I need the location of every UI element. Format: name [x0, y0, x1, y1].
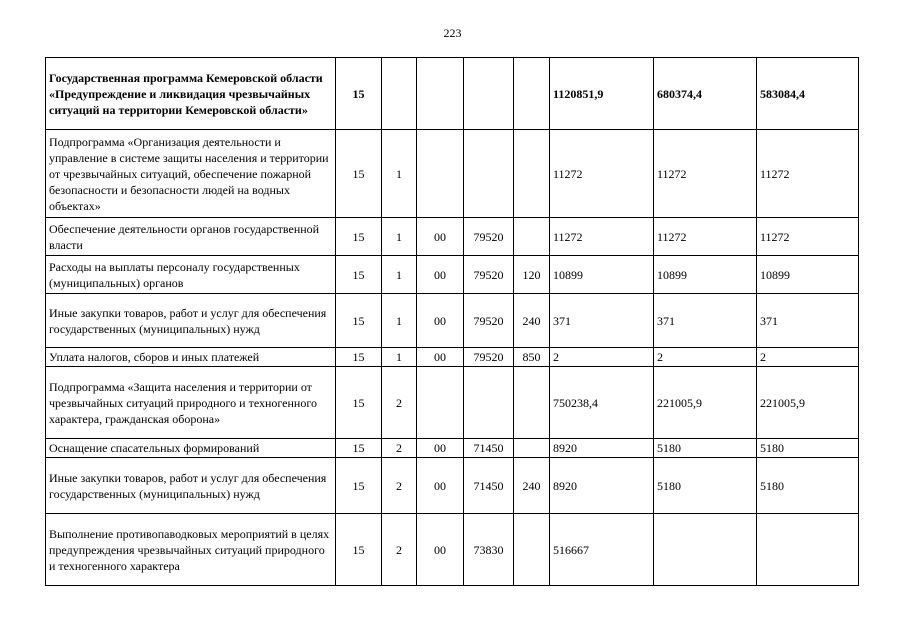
- amount-year-1: 11272: [550, 130, 654, 218]
- amount-year-2: 10899: [654, 256, 757, 294]
- subprogram-code: [382, 58, 417, 130]
- amount-year-1: 371: [550, 294, 654, 348]
- subprogram-code: 1: [382, 294, 417, 348]
- row-name: Обеспечение деятельности органов государственной власти: [46, 218, 336, 256]
- subprogram-code: 1: [382, 130, 417, 218]
- amount-year-1: 1120851,9: [550, 58, 654, 130]
- expense-code: [464, 130, 514, 218]
- amount-year-2: 5180: [654, 458, 757, 514]
- table-row: [46, 130, 859, 218]
- expense-type-code: 240: [514, 458, 550, 514]
- amount-year-3: 221005,9: [757, 367, 859, 439]
- row-name: Иные закупки товаров, работ и услуг для обеспечения государственных (муниципальных) нужд: [46, 294, 336, 348]
- subprogram-code: 2: [382, 458, 417, 514]
- amount-year-2: 11272: [654, 130, 757, 218]
- amount-year-1: 10899: [550, 256, 654, 294]
- direction-code: 00: [417, 218, 464, 256]
- expense-type-code: 240: [514, 294, 550, 348]
- program-code: 15: [336, 439, 382, 458]
- expense-code: 79520: [464, 348, 514, 367]
- program-code: 15: [336, 58, 382, 130]
- expense-code: 79520: [464, 294, 514, 348]
- amount-year-1: 8920: [550, 439, 654, 458]
- expense-type-code: [514, 58, 550, 130]
- amount-year-1: 2: [550, 348, 654, 367]
- amount-year-2: 371: [654, 294, 757, 348]
- amount-year-1: 750238,4: [550, 367, 654, 439]
- direction-code: 00: [417, 348, 464, 367]
- expense-code: 79520: [464, 218, 514, 256]
- table-row: [46, 439, 859, 458]
- amount-year-2: 11272: [654, 218, 757, 256]
- row-name: Подпрограмма «Организация деятельности и управление в системе защиты населения и территории от чрезвычайных ситуаций, обеспечение пожарной безопасности и безопасности людей на водных объектах»: [46, 130, 336, 218]
- expense-code: 73830: [464, 514, 514, 586]
- program-code: 15: [336, 294, 382, 348]
- row-name: Расходы на выплаты персоналу государственных (муниципальных) органов: [46, 256, 336, 294]
- expense-code: [464, 58, 514, 130]
- amount-year-2: 221005,9: [654, 367, 757, 439]
- direction-code: 00: [417, 256, 464, 294]
- expense-type-code: 120: [514, 256, 550, 294]
- row-name: Государственная программа Кемеровской области «Предупреждение и ликвидация чрезвычайных ситуаций на территории Кемеровской области»: [46, 58, 336, 130]
- amount-year-3: 11272: [757, 218, 859, 256]
- amount-year-3: 371: [757, 294, 859, 348]
- subprogram-code: 1: [382, 348, 417, 367]
- table-row: [46, 348, 859, 367]
- amount-year-2: 680374,4: [654, 58, 757, 130]
- expense-type-code: [514, 130, 550, 218]
- amount-year-3: 10899: [757, 256, 859, 294]
- table-row: [46, 294, 859, 348]
- amount-year-1: 516667: [550, 514, 654, 586]
- expense-code: 71450: [464, 439, 514, 458]
- table-row: [46, 218, 859, 256]
- expense-type-code: [514, 514, 550, 586]
- direction-code: 00: [417, 439, 464, 458]
- expense-type-code: 850: [514, 348, 550, 367]
- program-code: 15: [336, 367, 382, 439]
- table-row: [46, 58, 859, 130]
- row-name: Подпрограмма «Защита населения и территории от чрезвычайных ситуаций природного и техногенного характера, гражданская оборона»: [46, 367, 336, 439]
- expense-code: 79520: [464, 256, 514, 294]
- amount-year-3: 2: [757, 348, 859, 367]
- row-name: Оснащение спасательных формирований: [46, 439, 336, 458]
- amount-year-3: [757, 514, 859, 586]
- amount-year-2: [654, 514, 757, 586]
- row-name: Выполнение противопаводковых мероприятий в целях предупреждения чрезвычайных ситуаций природного и техногенного характера: [46, 514, 336, 586]
- expense-code: 71450: [464, 458, 514, 514]
- expense-type-code: [514, 218, 550, 256]
- direction-code: [417, 367, 464, 439]
- page-number: 223: [443, 26, 462, 40]
- amount-year-3: 11272: [757, 130, 859, 218]
- amount-year-3: 583084,4: [757, 58, 859, 130]
- row-name: Иные закупки товаров, работ и услуг для обеспечения государственных (муниципальных) нужд: [46, 458, 336, 514]
- subprogram-code: 2: [382, 439, 417, 458]
- direction-code: 00: [417, 294, 464, 348]
- program-code: 15: [336, 458, 382, 514]
- amount-year-1: 8920: [550, 458, 654, 514]
- subprogram-code: 1: [382, 256, 417, 294]
- table-row: [46, 458, 859, 514]
- expense-type-code: [514, 367, 550, 439]
- subprogram-code: 1: [382, 218, 417, 256]
- budget-table: [45, 57, 859, 586]
- expense-code: [464, 367, 514, 439]
- amount-year-2: 5180: [654, 439, 757, 458]
- table-row: [46, 367, 859, 439]
- direction-code: [417, 130, 464, 218]
- amount-year-3: 5180: [757, 458, 859, 514]
- expense-type-code: [514, 439, 550, 458]
- table-row: [46, 256, 859, 294]
- subprogram-code: 2: [382, 514, 417, 586]
- program-code: 15: [336, 514, 382, 586]
- direction-code: 00: [417, 458, 464, 514]
- program-code: 15: [336, 256, 382, 294]
- program-code: 15: [336, 218, 382, 256]
- table-row: [46, 514, 859, 586]
- program-code: 15: [336, 130, 382, 218]
- amount-year-1: 11272: [550, 218, 654, 256]
- program-code: 15: [336, 348, 382, 367]
- direction-code: 00: [417, 514, 464, 586]
- subprogram-code: 2: [382, 367, 417, 439]
- amount-year-2: 2: [654, 348, 757, 367]
- row-name: Уплата налогов, сборов и иных платежей: [46, 348, 336, 367]
- direction-code: [417, 58, 464, 130]
- amount-year-3: 5180: [757, 439, 859, 458]
